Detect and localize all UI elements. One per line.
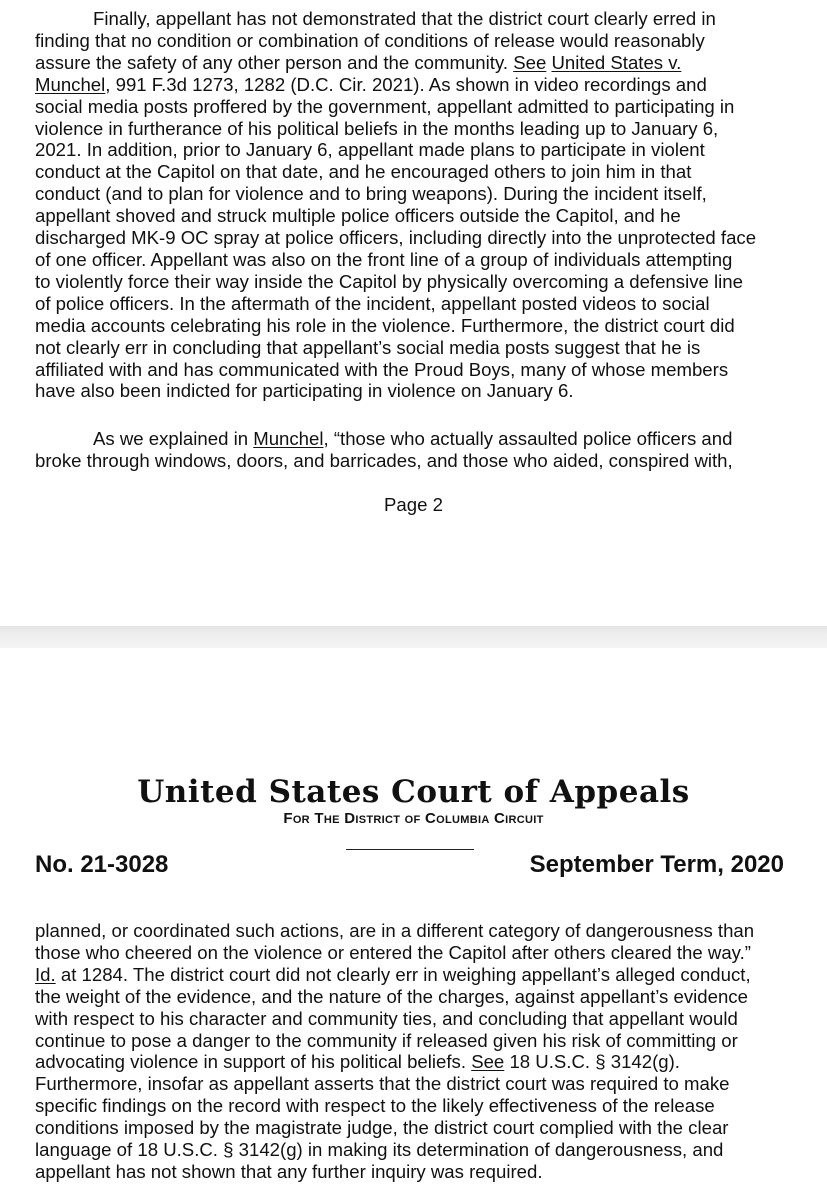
text-run: of police officers. In the aftermath of the incident, appellant posted videos to social [35, 292, 710, 314]
citation-underlined: See [513, 51, 547, 73]
text-run: the weight of the evidence, and the nature of the charges, against appellant’s evidence [35, 985, 748, 1007]
page-separator [0, 626, 827, 648]
text-run: 2021. In addition, prior to January 6, appellant made plans to participate in violent [35, 139, 705, 161]
text-line [35, 227, 795, 249]
text-run: discharged MK-9 OC spray at police officers, including directly into the unprotected face [35, 227, 757, 249]
text-line [35, 183, 795, 205]
text-line [35, 139, 795, 161]
text-line [35, 450, 795, 472]
text-line [35, 52, 795, 74]
text-line [35, 337, 795, 359]
paragraph-continued [35, 920, 795, 1183]
text-line [35, 30, 795, 52]
text-run: have also been indicted for participating in violence on January 6. [35, 380, 574, 402]
text-line [35, 249, 795, 271]
text-line [35, 920, 795, 942]
text-run: those who cheered on the violence or entered the Capitol after others cleared the way.” [35, 941, 751, 963]
text-run: of one officer. Appellant was also on the front line of a group of individuals attempting [35, 248, 733, 270]
text-line [35, 1030, 795, 1052]
text-line [35, 1008, 795, 1030]
text-line [35, 380, 795, 402]
text-run: Furthermore, insofar as appellant asserts that the district court was required to make [35, 1073, 730, 1095]
text-run: 18 U.S.C. § 3142(g). [504, 1051, 680, 1073]
document-page-3 [0, 648, 827, 1200]
text-line [35, 1051, 795, 1073]
text-run: assure the safety of any other person and the community. [35, 51, 514, 73]
text-run: not clearly err in concluding that appellant’s social media posts suggest that he is [35, 336, 701, 358]
text-line [35, 964, 795, 986]
text-run: conduct (and to plan for violence and to bring weapons). During the incident itself, [35, 183, 707, 205]
court-term: September Term, 2020 [529, 851, 784, 878]
text-line [35, 1139, 795, 1161]
text-line [35, 1117, 795, 1139]
text-line [35, 74, 795, 96]
citation-underlined: See [471, 1051, 505, 1073]
text-line [35, 359, 795, 381]
court-title: United States Court of Appeals [137, 774, 690, 810]
docket-number: No. 21-3028 [35, 851, 169, 878]
text-run: continue to pose a danger to the community if released given his risk of committing or [35, 1029, 738, 1051]
text-run: affiliated with and has communicated with the Proud Boys, many of whose members [35, 358, 729, 380]
paragraph-dangerousness-findings [35, 8, 795, 402]
text-line [35, 271, 795, 293]
text-line [35, 942, 795, 964]
text-run: to violently force their way inside the Capitol by physically overcoming a defensive line [35, 270, 743, 292]
text-run: broke through windows, doors, and barricades, and those who aided, conspired with, [35, 449, 733, 471]
text-line [35, 315, 795, 337]
text-run: at 1284. The district court did not clearly err in weighing appellant’s alleged conduct, [55, 963, 751, 985]
text-run: planned, or coordinated such actions, are in a different category of dangerousness than [35, 920, 755, 941]
text-run: Finally, appellant has not demonstrated that the district court clearly erred in [93, 8, 716, 29]
page-number: Page 2 [384, 494, 443, 515]
text-line [35, 161, 795, 183]
text-line [35, 1073, 795, 1095]
text-line [35, 1161, 795, 1183]
text-line [35, 293, 795, 315]
text-run: appellant shoved and struck multiple police officers outside the Capitol, and he [35, 205, 681, 227]
text-run: appellant has not shown that any further inquiry was required. [35, 1160, 543, 1182]
text-run: conduct at the Capitol on that date, and he encouraged others to join him in that [35, 161, 692, 183]
citation-underlined: United States v. [551, 51, 682, 73]
text-line [35, 986, 795, 1008]
text-run: specific findings on the record with respect to the likely effectiveness of the release [35, 1095, 715, 1117]
citation-underlined: Munchel [35, 73, 106, 95]
citation-underlined: Munchel [253, 428, 324, 449]
text-line [35, 118, 795, 140]
text-run: social media posts proffered by the government, appellant admitted to participating in [35, 95, 735, 117]
text-run: As we explained in [93, 428, 254, 449]
text-run: advocating violence in support of his political beliefs. [35, 1051, 472, 1073]
text-line [35, 205, 795, 227]
header-rule [346, 849, 474, 850]
text-run: conditions imposed by the magistrate judge, the district court complied with the clear [35, 1117, 729, 1139]
text-line [35, 1095, 795, 1117]
text-run: violence in furtherance of his political beliefs in the months leading up to January 6, [35, 117, 719, 139]
text-run: with respect to his character and community ties, and concluding that appellant would [35, 1007, 738, 1029]
text-line [35, 428, 795, 450]
text-line [35, 96, 795, 118]
text-run: , 991 F.3d 1273, 1282 (D.C. Cir. 2021). As shown in video recordings and [105, 73, 707, 95]
text-run: , “those who actually assaulted police officers and [323, 428, 733, 449]
text-run: language of 18 U.S.C. § 3142(g) in making its determination of dangerousness, and [35, 1139, 724, 1161]
text-run: media accounts celebrating his role in the violence. Furthermore, the district court did [35, 314, 735, 336]
text-run: finding that no condition or combination of conditions of release would reasonably [35, 29, 705, 51]
text-line [35, 8, 795, 30]
citation-underlined: Id. [35, 963, 56, 985]
court-subtitle: For The District of Columbia Circuit [283, 810, 544, 827]
paragraph-munchel-quote [35, 428, 795, 472]
